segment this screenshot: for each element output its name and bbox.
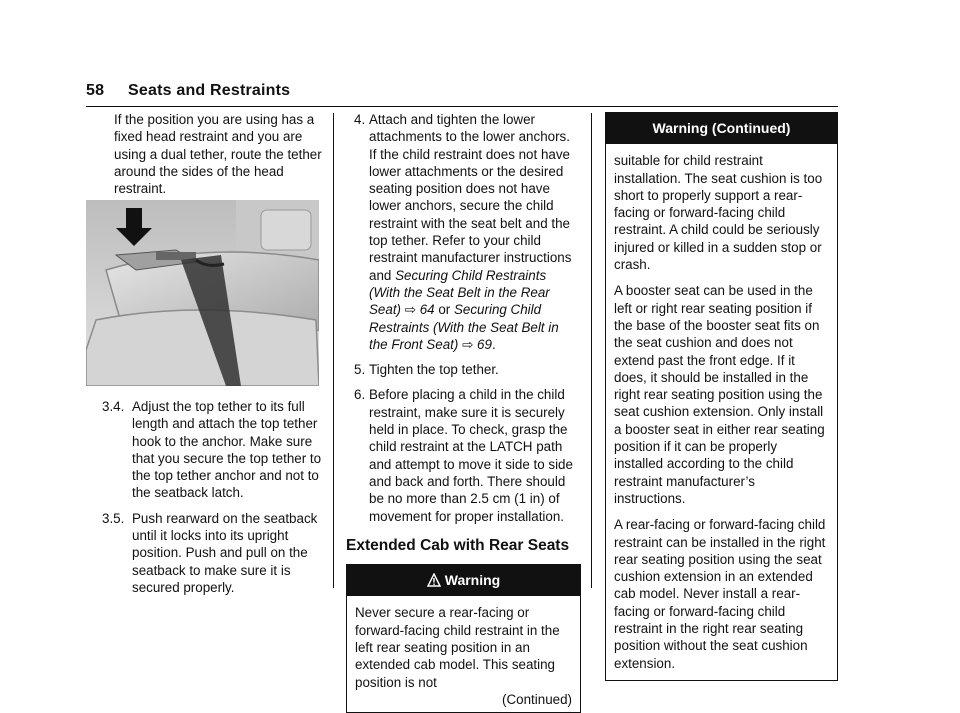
header-rule <box>86 106 838 107</box>
page-ref-icon: ⇨ <box>462 336 474 352</box>
cross-reference-link[interactable]: Securing Child Restraints (With the Seat Belt in the Front Seat) <box>369 302 559 352</box>
column-divider-1 <box>333 113 334 588</box>
warning-paragraph: suitable for child restraint installation. The seat cushion is too short to properly support a rear-facing or forward-facing child restraint. A child could be seriously injured or killed in a sudden stop or crash. <box>614 153 823 273</box>
column-divider-2 <box>591 113 592 588</box>
warning-text: Never secure a rear-facing or forward-facing child restraint in the left rear seating position in an extended cab model. This seating position is not <box>355 605 560 690</box>
warning-title: Warning <box>347 565 580 596</box>
column-3 <box>605 112 838 681</box>
step-text: Attach and tighten the lower attachments to the lower anchors. If the child restraint does not have lower attachments or the desired seating position does not have lower anchors, secure the child restraint with the seat belt and the top tether. Refer to your child restraint manufacturer instructions and Securing Child Restraints (With the Seat Belt in the Rear Seat) ⇨ 64 or Securing Child Restraints (With the Seat Belt in the Front Seat) ⇨ 69. <box>369 112 572 352</box>
step-text: Tighten the top tether. <box>369 362 499 378</box>
page-number: 58 <box>86 82 105 99</box>
step-number: 3.5. <box>102 510 125 526</box>
step-text: Adjust the top tether to its full length and attach the top tether hook to the anchor. Make sure that you secure the top tether to the top tether anchor and not to the seatback latch. <box>132 399 322 501</box>
list-item <box>346 386 580 524</box>
section-heading: Extended Cab with Rear Seats <box>346 536 570 554</box>
column-1-steps <box>86 398 322 604</box>
step-number: 6. <box>354 387 366 403</box>
column-2 <box>346 111 580 713</box>
list-item <box>86 510 322 596</box>
warning-paragraph: A booster seat can be used in the left or right rear seating position if the base of the booster seat fits on the seat cushion and does not extend past the front edge. If it does, it should be installed in the right rear seating position using the seat cushion extension. Only install a booster seat in either rear seating position if it can be properly installed according to the child restraint manufacturer’s instructions. <box>614 283 825 506</box>
warning-box <box>346 564 581 713</box>
continued-label: (Continued) <box>502 691 572 707</box>
cross-reference-link[interactable]: Securing Child Restraints (With the Seat Belt in the Rear Seat) <box>369 267 550 318</box>
warning-triangle-icon <box>427 573 441 587</box>
warning-paragraph: A rear-facing or forward-facing child restraint can be installed in the right rear seating position using the seat cushion extension in an extended cab model. Never install a rear-facing or forward-facing child restraint in the right rear seating position without the seat cushion extension. <box>614 517 826 671</box>
warning-continued-box <box>605 112 838 681</box>
step-text: Before placing a child in the child restraint, make sure it is securely held in place. To check, grasp the child restraint at the LATCH path and attempt to move it side to side and back and forth. There should be no more than 2.5 cm (1 in) of movement for proper installation. <box>369 387 573 524</box>
page-header <box>86 82 290 100</box>
seatback-tether-image <box>86 200 319 386</box>
step-number: 3.4. <box>102 399 125 414</box>
intro-paragraph: If the position you are using has a fixed head restraint and you are using a dual tether, route the tether around the sides of the head restraint. <box>114 112 322 197</box>
list-item <box>346 111 580 353</box>
tether-illustration <box>86 200 319 386</box>
step-text: Push rearward on the seatback until it locks into its upright position. Push and pull on the seatback to make sure it is secured properly. <box>132 510 318 595</box>
column-1 <box>86 111 322 197</box>
section-title: Seats and Restraints <box>128 82 291 99</box>
step-number: 5. <box>354 362 366 378</box>
list-item <box>346 361 580 378</box>
step-number: 4. <box>354 112 366 127</box>
warning-body <box>347 596 580 712</box>
warning-continued-body <box>606 144 837 680</box>
warning-continued-title: Warning (Continued) <box>606 113 837 144</box>
list-item <box>86 398 322 502</box>
page-ref-icon: ⇨ <box>404 302 416 318</box>
